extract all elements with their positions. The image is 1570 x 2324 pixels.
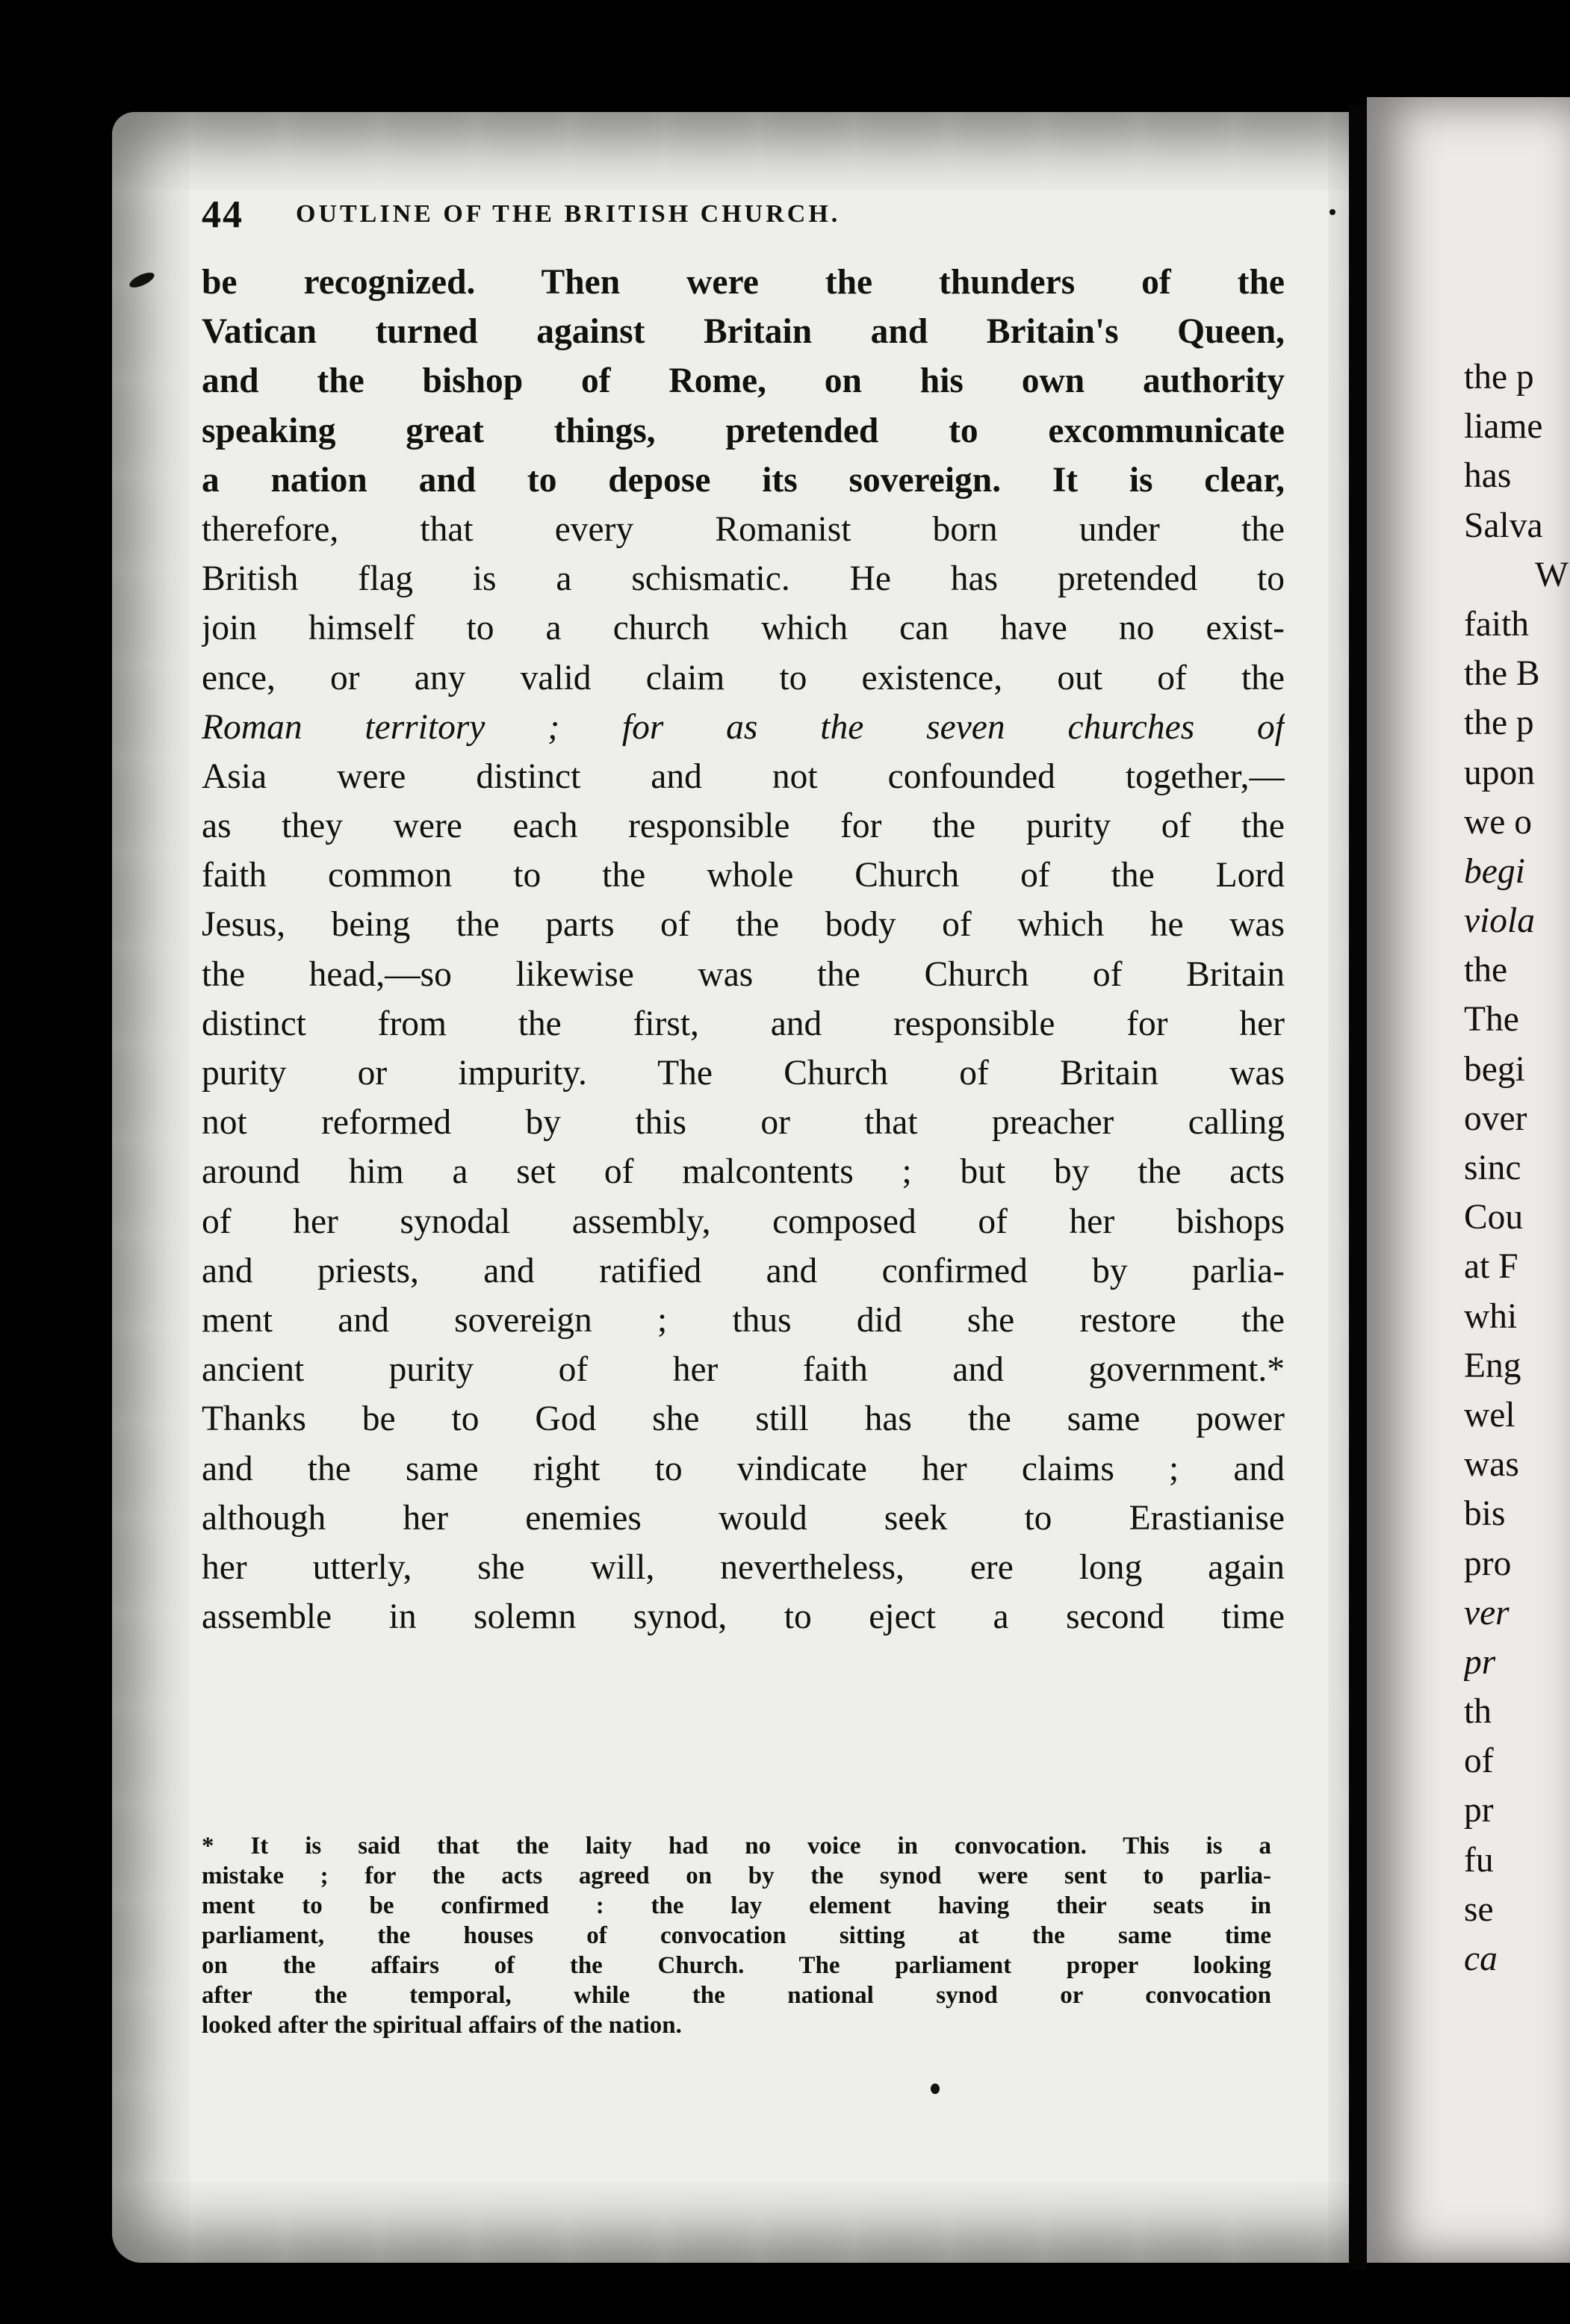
text-line: Vatican turned against Britain and Britain's Queen, xyxy=(202,312,1285,352)
right-page-line: Cou xyxy=(1464,1198,1524,1237)
right-page-line: ca xyxy=(1464,1939,1498,1978)
text-line: ancient purity of her faith and government.* xyxy=(202,1350,1285,1390)
text-line: be recognized. Then were the thunders of the xyxy=(202,263,1285,302)
text-line: join himself to a church which can have no exist- xyxy=(202,609,1285,648)
text-line: the head,—so likewise was the Church of Britain xyxy=(202,954,1285,994)
right-page-line: upon xyxy=(1464,753,1535,792)
right-page-line: we o xyxy=(1464,802,1533,842)
right-page-line: the xyxy=(1464,951,1508,990)
ink-speck xyxy=(1329,209,1335,215)
right-page-line: the p xyxy=(1464,358,1534,397)
text-line: although her enemies would seek to Erastianise xyxy=(202,1498,1285,1538)
text-line: Jesus, being the parts of the body of which he was xyxy=(202,905,1285,945)
right-page-line: W xyxy=(1535,555,1569,594)
text-line: of her synodal assembly, composed of her bishops xyxy=(202,1202,1285,1241)
text-line: speaking great things, pretended to excommunicate xyxy=(202,411,1285,450)
right-page-line: pro xyxy=(1464,1544,1512,1583)
footnote-line: mistake ; for the acts agreed on by the synod were sent to parlia- xyxy=(202,1862,1271,1889)
ink-speck xyxy=(931,2084,940,2094)
right-page-line: begi xyxy=(1464,851,1525,891)
text-line: and the same right to vindicate her claims ; and xyxy=(202,1449,1285,1488)
page-number: 44 xyxy=(202,193,243,236)
right-page-line: The xyxy=(1464,1000,1519,1040)
footnote xyxy=(202,1831,1271,2040)
right-page-line: se xyxy=(1464,1889,1494,1929)
right-page-line: sinc xyxy=(1464,1149,1521,1187)
right-page-line: has xyxy=(1464,456,1512,496)
text-line: and priests, and ratified and confirmed by parlia- xyxy=(202,1251,1285,1290)
right-page-line: pr xyxy=(1464,1642,1496,1682)
right-page-line: over xyxy=(1464,1099,1527,1138)
text-line: Thanks be to God she still has the same power xyxy=(202,1399,1285,1439)
running-title: OUTLINE OF THE BRITISH CHURCH. xyxy=(296,200,841,228)
right-page-line: fu xyxy=(1464,1840,1494,1880)
right-page-line: wel xyxy=(1464,1395,1515,1435)
text-line: British flag is a schismatic. He has pretended to xyxy=(202,559,1285,599)
text-line: ence, or any valid claim to existence, out of the xyxy=(202,658,1285,697)
right-page-line: the B xyxy=(1464,654,1540,694)
text-line: around him a set of malcontents ; but by the acts xyxy=(202,1152,1285,1192)
text-line: as they were each responsible for the purity of the xyxy=(202,807,1285,846)
right-page-line: bis xyxy=(1464,1494,1506,1534)
right-page-line: begi xyxy=(1464,1049,1525,1089)
right-page-line: whi xyxy=(1464,1296,1518,1336)
right-page-line: the p xyxy=(1464,703,1534,743)
text-line: Roman territory ; for as the seven churches of xyxy=(202,707,1285,747)
book-gutter xyxy=(1349,105,1367,2270)
right-page-line: viola xyxy=(1464,901,1535,941)
right-page-line: was xyxy=(1464,1445,1519,1485)
right-page-text xyxy=(1464,352,1570,1983)
page-header xyxy=(202,181,1322,248)
footnote-line: * It is said that the laity had no voice in convocation. This is a xyxy=(202,1833,1271,1859)
text-line: Asia were distinct and not confounded together,— xyxy=(202,756,1285,796)
right-page-line: th xyxy=(1464,1692,1492,1732)
text-line: not reformed by this or that preacher calling xyxy=(202,1103,1285,1143)
right-page-line: ver xyxy=(1464,1593,1510,1632)
text-line: a nation and to depose its sovereign. It is clear, xyxy=(202,460,1285,500)
footnote-line: parliament, the houses of convocation sitting at the same time xyxy=(202,1922,1271,1949)
text-line: purity or impurity. The Church of Britain was xyxy=(202,1054,1285,1093)
text-line: her utterly, she will, nevertheless, ere long again xyxy=(202,1547,1285,1587)
main-text xyxy=(202,258,1285,1641)
text-line: and the bishop of Rome, on his own authority xyxy=(202,361,1285,401)
right-page-line: faith xyxy=(1464,604,1530,644)
footnote-line: ment to be confirmed : the lay element having their seats in xyxy=(202,1892,1271,1919)
right-page-line: liame xyxy=(1464,407,1543,447)
text-line: assemble in solemn synod, to eject a second time xyxy=(202,1597,1285,1637)
right-page-line: of xyxy=(1464,1742,1494,1781)
right-page-line: Salva xyxy=(1464,506,1543,545)
footnote-line: on the affairs of the Church. The parliament proper looking xyxy=(202,1952,1271,1979)
footnote-line: after the temporal, while the national synod or convocation xyxy=(202,1982,1271,2009)
text-line: ment and sovereign ; thus did she restore the xyxy=(202,1300,1285,1340)
text-line: therefore, that every Romanist born under the xyxy=(202,509,1285,549)
text-line: faith common to the whole Church of the Lord xyxy=(202,856,1285,895)
right-page-line: at F xyxy=(1464,1247,1518,1287)
right-page-line: Eng xyxy=(1464,1346,1521,1385)
text-line: distinct from the first, and responsible for her xyxy=(202,1004,1285,1043)
footnote-line: looked after the spiritual affairs of the nation. xyxy=(202,2012,682,2039)
right-page-line: pr xyxy=(1464,1791,1494,1830)
